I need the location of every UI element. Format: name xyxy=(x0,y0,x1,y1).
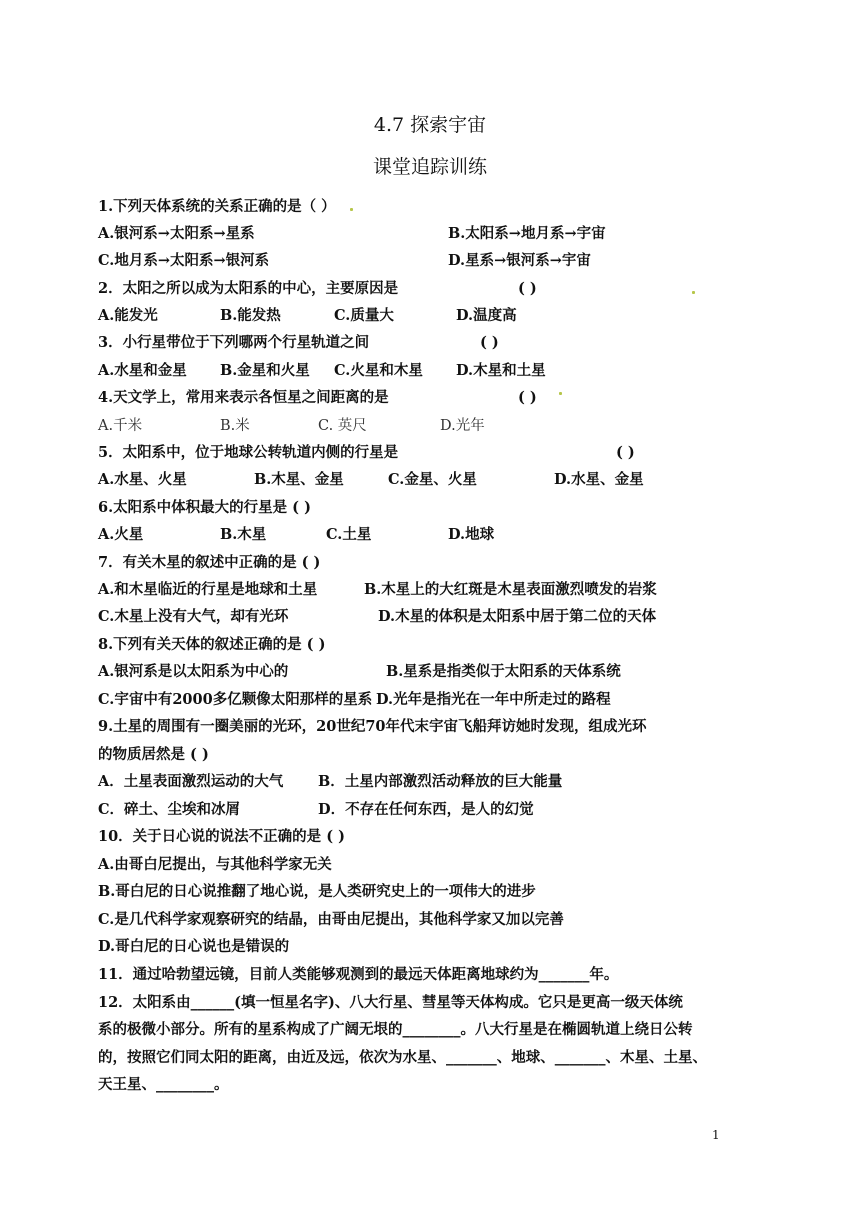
question-8-stem: 8.下列有关天体的叙述正确的是 ( ) xyxy=(98,636,326,653)
question-4-option-a: A.千米 xyxy=(98,418,143,434)
question-2-stem: 2．太阳之所以成为太阳系的中心，主要原因是 xyxy=(98,280,399,297)
question-12-line-3: 的，按照它们同太阳的距离，由近及远，依次为水星、_______、地球、_______、木星、土星、 xyxy=(98,1049,707,1066)
question-4-option-d: D.光年 xyxy=(440,418,485,434)
question-12-line-4: 天王星、________。 xyxy=(98,1076,229,1093)
question-6-option-d: D.地球 xyxy=(448,526,495,543)
question-6-option-c: C.土星 xyxy=(326,526,372,543)
scan-speck xyxy=(692,291,695,294)
question-1-stem: 1.下列天体系统的关系正确的是（ ） xyxy=(98,198,336,215)
question-3-stem: 3．小行星带位于下列哪两个行星轨道之间 xyxy=(98,334,370,351)
question-2-option-a: A.能发光 xyxy=(98,307,158,324)
question-1-option-c: C.地月系→太阳系→银河系 xyxy=(98,252,270,269)
question-10-option-d: D.哥白尼的日心说也是错误的 xyxy=(98,938,290,955)
question-1-option-b: B.太阳系→地月系→宇宙 xyxy=(448,225,606,242)
question-2-option-d: D.温度高 xyxy=(456,307,517,324)
question-3-option-b: B.金星和火星 xyxy=(220,362,310,379)
page-subtitle: 课堂追踪训练 xyxy=(372,156,487,178)
question-12-line-1: 12．太阳系由______(填一恒星名字)、八大行星、彗星等天体构成。它只是更高一级天体统 xyxy=(98,994,683,1011)
question-9-stem-line-1: 9.土星的周围有一圈美丽的光环，20世纪70年代末宇宙飞船拜访她时发现，组成光环 xyxy=(98,718,647,735)
question-6-option-b: B.木星 xyxy=(220,526,267,543)
scan-speck xyxy=(350,208,353,211)
question-2-option-b: B.能发热 xyxy=(220,307,281,324)
question-9-option-a: A．土星表面激烈运动的大气 xyxy=(98,773,284,790)
question-5-stem: 5．太阳系中，位于地球公转轨道内侧的行星是 xyxy=(98,444,399,461)
question-4-option-b: B.米 xyxy=(220,418,250,434)
question-10-option-b: B.哥白尼的日心说推翻了地心说，是人类研究史上的一项伟大的进步 xyxy=(98,883,536,900)
question-1-option-d: D.星系→银河系→宇宙 xyxy=(448,252,591,269)
question-3-option-d: D.木星和土星 xyxy=(456,362,546,379)
question-8-option-b: B.星系是指类似于太阳系的天体系统 xyxy=(386,663,621,680)
page-number: 1 xyxy=(712,1128,720,1142)
question-9-option-d: D．不存在任何东西，是人的幻觉 xyxy=(318,801,534,818)
question-4-stem: 4.天文学上，常用来表示各恒星之间距离的是 xyxy=(98,389,389,406)
question-7-option-d: D.木星的体积是太阳系中居于第二位的天体 xyxy=(378,608,657,625)
question-6-stem: 6.太阳系中体积最大的行星是 ( ) xyxy=(98,499,311,516)
question-9-option-c: C．碎土、尘埃和冰屑 xyxy=(98,801,241,818)
question-2-option-c: C.质量大 xyxy=(334,307,394,324)
question-11-stem: 11．通过哈勃望远镜，目前人类能够观测到的最远天体距离地球约为_______年。 xyxy=(98,966,619,983)
question-5-option-b: B.木星、金星 xyxy=(254,471,344,488)
question-5-option-a: A.水星、火星 xyxy=(98,471,187,488)
question-5-option-d: D.水星、金星 xyxy=(554,471,644,488)
question-5-paren: ( ) xyxy=(616,444,635,461)
question-10-stem: 10．关于日心说的说法不正确的是 ( ) xyxy=(98,828,345,845)
question-10-option-a: A.由哥白尼提出，与其他科学家无关 xyxy=(98,856,332,873)
question-9-option-b: B．土星内部激烈活动释放的巨大能量 xyxy=(318,773,563,790)
question-4-paren: ( ) xyxy=(518,389,537,406)
question-7-option-b: B.木星上的大红斑是木星表面激烈喷发的岩浆 xyxy=(364,581,657,598)
question-10-option-c: C.是几代科学家观察研究的结晶，由哥由尼提出，其他科学家又加以完善 xyxy=(98,911,564,928)
question-7-option-c: C.木星上没有大气，却有光环 xyxy=(98,608,289,625)
question-1-option-a: A.银河系→太阳系→星系 xyxy=(98,225,255,242)
question-4-option-c: C. 英尺 xyxy=(318,418,367,434)
question-5-option-c: C.金星、火星 xyxy=(388,471,477,488)
question-3-option-a: A.水星和金星 xyxy=(98,362,187,379)
question-12-line-2: 系的极微小部分。所有的星系构成了广阔无垠的________。八大行星是在椭圆轨道上绕日公转 xyxy=(98,1021,693,1038)
question-8-option-c: C.宇宙中有2000多亿颗像太阳那样的星系 xyxy=(98,691,373,708)
page-title: 4.7 探索宇宙 xyxy=(373,114,487,136)
question-8-option-a: A.银河系是以太阳系为中心的 xyxy=(98,663,289,680)
scan-speck xyxy=(559,392,562,395)
question-6-option-a: A.火星 xyxy=(98,526,144,543)
question-2-paren: ( ) xyxy=(518,280,537,297)
question-8-option-d: D.光年是指光在一年中所走过的路程 xyxy=(376,691,611,708)
question-7-option-a: A.和木星临近的行星是地球和土星 xyxy=(98,581,318,598)
question-3-option-c: C.火星和木星 xyxy=(334,362,423,379)
question-7-stem: 7．有关木星的叙述中正确的是 ( ) xyxy=(98,554,321,571)
question-3-paren: ( ) xyxy=(480,334,499,351)
question-9-stem-line-2: 的物质居然是 ( ) xyxy=(98,746,209,763)
